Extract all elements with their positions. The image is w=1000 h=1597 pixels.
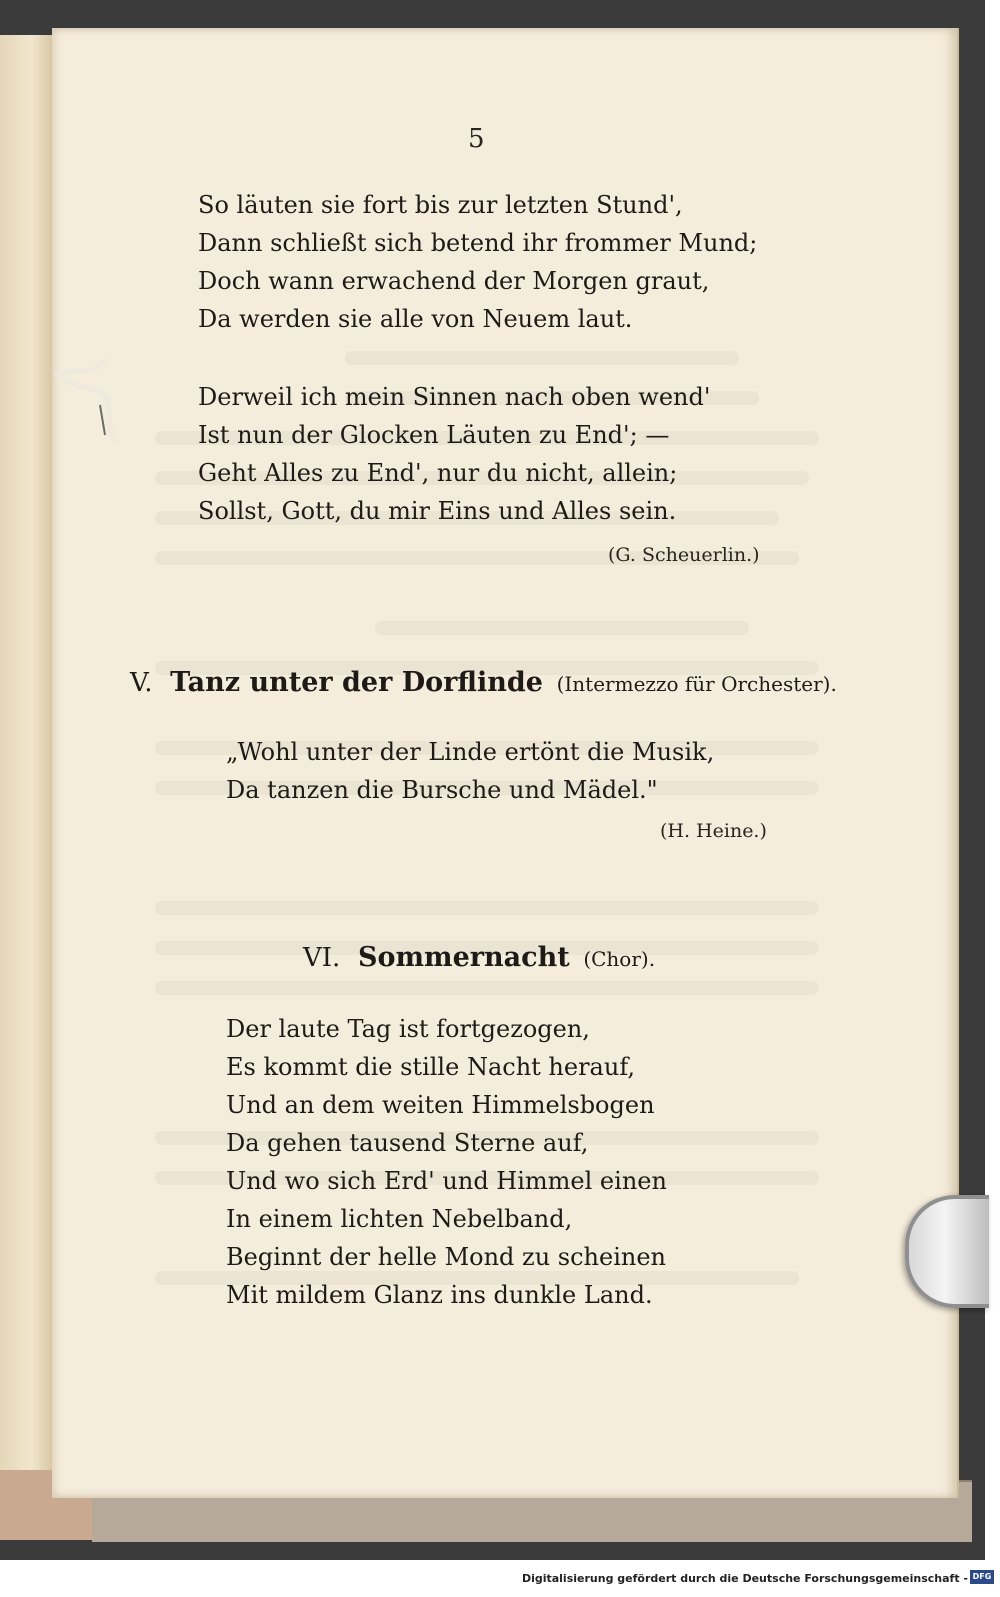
verse-line: So läuten sie fort bis zur letzten Stund', [198,191,683,219]
verse-line: Da werden sie alle von Neuem laut. [198,305,633,333]
attribution-scheuerlin: (G. Scheuerlin.) [608,544,760,566]
section-number: V. [130,668,153,698]
verse-line: Dann schließt sich betend ihr frommer Mund; [198,229,758,257]
verse-line: Ist nun der Glocken Läuten zu End'; — [198,421,670,449]
quote-line: Da tanzen die Bursche und Mädel." [226,776,658,804]
heine-quote [226,733,714,809]
verse-line: Mit mildem Glanz ins dunkle Land. [226,1281,653,1309]
paper-clip [905,1195,989,1308]
verse-line: Es kommt die stille Nacht herauf, [226,1053,635,1081]
quote-line: „Wohl unter der Linde ertönt die Musik, [226,738,715,766]
binding-thread [55,345,125,445]
page-number: 5 [468,124,485,154]
section-title: Tanz unter der Dorflinde [170,667,543,698]
poem-sommernacht [226,1010,667,1314]
footer-credit: Digitalisierung gefördert durch die Deutsche Forschungsgemeinschaft - [521,1572,968,1585]
verse-line: Und wo sich Erd' und Himmel einen [226,1167,667,1195]
attribution-heine: (H. Heine.) [660,820,767,842]
verse-line: Der laute Tag ist fortgezogen, [226,1015,590,1043]
verse-line: Geht Alles zu End', nur du nicht, allein; [198,459,678,487]
section-note: (Intermezzo für Orchester). [556,672,837,696]
facing-page-edge [0,35,54,1475]
verse-line: Doch wann erwachend der Morgen graut, [198,267,710,295]
section-heading-v [130,667,837,698]
section-heading-vi [303,942,655,973]
stanza-prayer [198,378,710,530]
section-note: (Chor). [583,947,656,971]
digitization-footer [0,1560,1000,1597]
stanza-bells [198,186,757,338]
verse-line: In einem lichten Nebelband, [226,1205,573,1233]
verse-line: Beginnt der helle Mond zu scheinen [226,1243,666,1271]
section-title: Sommernacht [357,942,570,973]
verse-line: Derweil ich mein Sinnen nach oben wend' [198,383,711,411]
section-number: VI. [303,943,341,973]
verse-line: Da gehen tausend Sterne auf, [226,1129,589,1157]
verse-line: Und an dem weiten Himmelsbogen [226,1091,655,1119]
verse-line: Sollst, Gott, du mir Eins und Alles sein. [198,497,677,525]
dfg-logo: DFG [970,1570,994,1584]
